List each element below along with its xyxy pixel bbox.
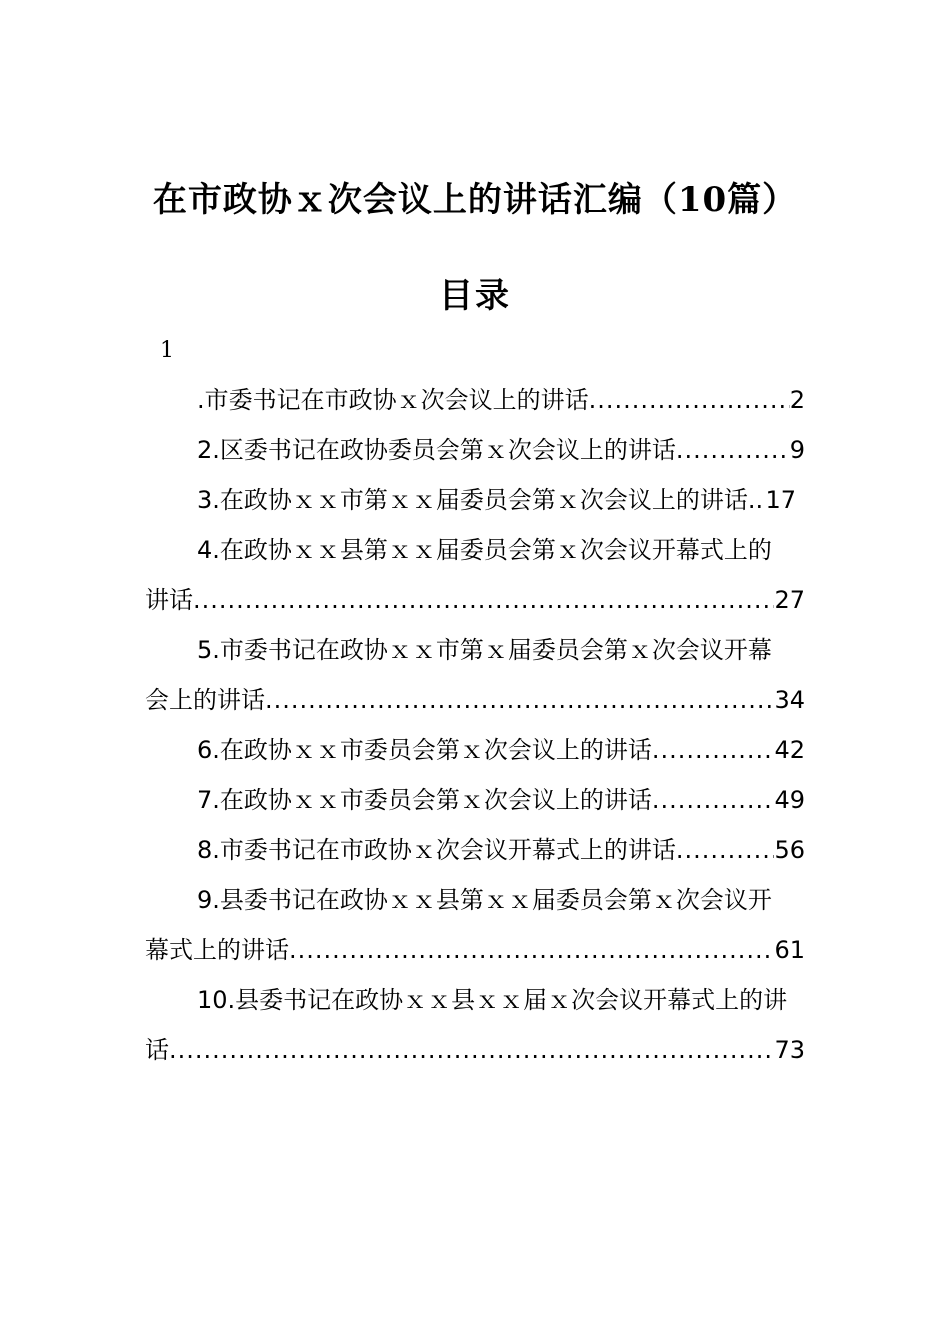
toc-entry-5[interactable] — [145, 625, 805, 725]
toc-entry-title: .市委书记在市政协ｘ次会议上的讲话 — [197, 386, 589, 414]
toc-entry-3[interactable] — [145, 475, 805, 525]
document-title: 在市政协ｘ次会议上的讲话汇编（10篇） — [152, 180, 798, 220]
toc-leader — [676, 825, 775, 875]
toc-entry-title: 7.在政协ｘｘ市委员会第ｘ次会议上的讲话 — [197, 786, 652, 814]
toc-page-number: 56 — [774, 836, 805, 864]
toc-entry-9[interactable] — [145, 875, 805, 975]
toc-entry-title-continued: 讲话 — [145, 586, 193, 614]
toc-section-number: 1 — [160, 338, 174, 363]
toc-entry-title-continued: 话 — [145, 1036, 169, 1064]
toc-entry-title: 2.区委书记在政协委员会第ｘ次会议上的讲话 — [197, 436, 676, 464]
toc-entry-title: 10.县委书记在政协ｘｘ县ｘｘ届ｘ次会议开幕式上的讲 — [197, 986, 788, 1014]
toc-leader — [756, 475, 766, 525]
toc-leader — [289, 925, 774, 975]
toc-page-number: 2 — [789, 386, 805, 414]
toc-entry-10[interactable] — [145, 975, 805, 1075]
toc-page-number: 34 — [774, 686, 805, 714]
toc-page-number: 49 — [774, 786, 805, 814]
toc-entry-title: 4.在政协ｘｘ县第ｘｘ届委员会第ｘ次会议开幕式上的 — [197, 536, 772, 564]
toc-entry-title: 9.县委书记在政协ｘｘ县第ｘｘ届委员会第ｘ次会议开 — [197, 886, 772, 914]
toc-entry-title: 5.市委书记在政协ｘｘ市第ｘ届委员会第ｘ次会议开幕 — [197, 636, 772, 664]
toc-heading: 目录 — [439, 276, 511, 316]
toc-entry-4[interactable] — [145, 525, 805, 625]
toc-entry-title: 6.在政协ｘｘ市委员会第ｘ次会议上的讲话 — [197, 736, 652, 764]
toc-leader — [676, 425, 790, 475]
toc-entry-8[interactable] — [145, 825, 805, 875]
table-of-contents — [145, 375, 805, 1075]
toc-entry-title-continued: 幕式上的讲话 — [145, 936, 289, 964]
toc-entry-title-continued: 会上的讲话 — [145, 686, 265, 714]
toc-leader — [652, 775, 775, 825]
toc-leader — [652, 725, 775, 775]
toc-entry-6[interactable] — [145, 725, 805, 775]
toc-page-number: 27 — [774, 586, 805, 614]
toc-entry-1[interactable] — [145, 375, 805, 425]
toc-page-number: 9 — [789, 436, 805, 464]
toc-leader — [169, 1025, 774, 1075]
toc-page-number: 73 — [774, 1036, 805, 1064]
toc-page-number: 61 — [774, 936, 805, 964]
toc-leader — [265, 675, 774, 725]
toc-entry-2[interactable] — [145, 425, 805, 475]
toc-entry-title: 8.市委书记在市政协ｘ次会议开幕式上的讲话 — [197, 836, 676, 864]
toc-page-number: 17 — [765, 486, 797, 514]
toc-entry-title: 3.在政协ｘｘ市第ｘｘ届委员会第ｘ次会议上的讲话. — [197, 486, 756, 514]
toc-page-number: 42 — [774, 736, 805, 764]
toc-leader — [193, 575, 774, 625]
toc-entry-7[interactable] — [145, 775, 805, 825]
toc-leader — [589, 375, 790, 425]
